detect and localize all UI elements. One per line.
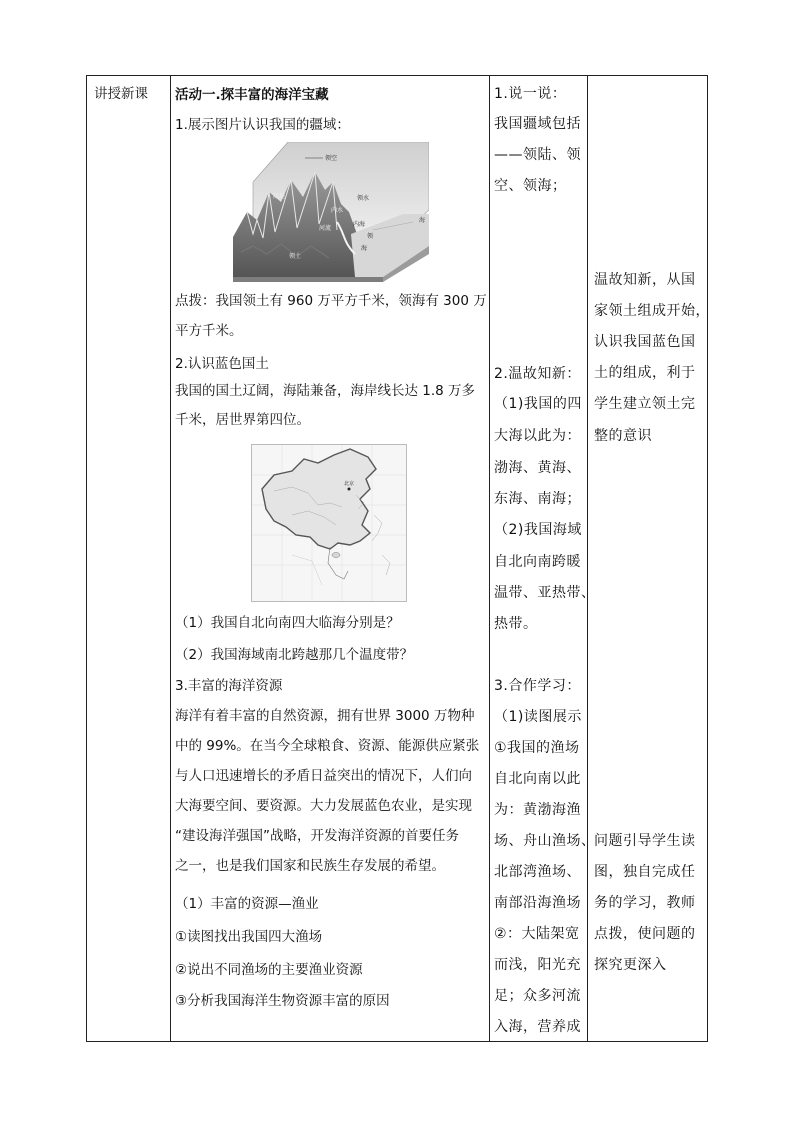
territory-diagram-svg (233, 142, 429, 282)
section-label: 讲授新课 (94, 86, 148, 102)
label-territorial-sea-2: 海 (361, 245, 368, 252)
label-river: 河流 (319, 225, 332, 232)
label-land: 陆地 (273, 193, 286, 200)
text-line: 温故知新，从国 (594, 272, 696, 288)
text-line: （1)读图展示 (494, 709, 582, 725)
text-line: 自北向南以此 (494, 771, 581, 787)
text-line: 3.合作学习： (494, 678, 581, 694)
text-line: ②：大陆架宽 (494, 926, 580, 942)
text-line: 点拨，使问题的 (594, 926, 696, 942)
tip-line: 平方千米。 (175, 323, 243, 339)
label-inland-water: 内水 (331, 207, 344, 214)
teaching-content-cell (171, 76, 489, 1041)
design-intent-cell (588, 76, 710, 1041)
label-territorial-sea-1: 领 (367, 233, 374, 240)
sub-heading: （1）丰富的资源—渔业 (175, 896, 319, 912)
text-line: 我国疆域包括 (494, 116, 581, 132)
label-territory: 领土 (289, 253, 302, 260)
text-line: 南部沿海渔场 (494, 895, 581, 911)
student-activity-cell (490, 76, 596, 1041)
territory-diagram (233, 142, 429, 282)
text-line: 而浅，阳光充 (494, 957, 581, 973)
label-inner-sea: 内海 (353, 221, 366, 228)
map-label-capital: 北京 (344, 481, 355, 487)
tip-line: 点拨：我国领土有 960 万平方千米，领海有 300 万 (175, 293, 487, 309)
text-line: 大海以此为： (494, 428, 581, 444)
question-line: （2）我国海域南北跨越那几个温度带？ (175, 647, 414, 663)
text-line: （2)我国海域 (494, 522, 582, 538)
text-line: 东海、南海； (494, 491, 581, 507)
text-line: （1)我国的四 (494, 396, 582, 412)
paragraph-line: “建设海洋强国”战略，开发海洋资源的首要任务 (175, 828, 459, 844)
text-line: 入海，营养成 (494, 1019, 581, 1035)
text-line: 为：黄渤海渔 (494, 802, 581, 818)
text-line: 北部湾渔场、 (494, 864, 581, 880)
paragraph-line: 海洋有着丰富的自然资源，拥有世界 3000 万物种 (175, 708, 475, 724)
text-line: 场、舟山渔场、 (494, 833, 596, 849)
text-line: ——领陆、领 (494, 147, 581, 163)
paragraph-line: 中的 99%。在当今全球粮食、资源、能源供应紧张 (175, 738, 480, 754)
text-line: 认识我国蓝色国 (594, 334, 696, 350)
text-line: 探究更深入 (594, 957, 667, 973)
task-item: ①读图找出我国四大渔场 (175, 929, 323, 945)
paragraph-line: 大海要空间、要资源。大力发展蓝色农业，是实现 (175, 798, 472, 814)
text-line: 务的学习，教师 (594, 895, 696, 911)
task-item: ③分析我国海洋生物资源丰富的原因 (175, 993, 390, 1009)
label-airspace: 领空 (325, 155, 338, 162)
text-line: 自北向南跨暖 (494, 554, 581, 570)
section-heading: 2.认识蓝色国土 (175, 356, 269, 372)
text-line: 图，独自完成任 (594, 864, 696, 880)
paragraph-line: 之一，也是我们国家和民族生存发展的希望。 (175, 858, 445, 874)
text-line: ①我国的渔场 (494, 740, 580, 756)
paragraph-line: 我国的国土辽阔，海陆兼备，海岸线长达 1.8 万多 (175, 383, 476, 399)
text-line: 温带、亚热带、 (494, 585, 596, 601)
label-sea: 海 (419, 217, 426, 224)
text-line: 空、领海； (494, 178, 567, 194)
activity-title: 活动一.探丰富的海洋宝藏 (175, 87, 329, 103)
text-line: 学生建立领土完 (594, 396, 696, 412)
paragraph-line: 与人口迅速增长的矛盾日益突出的情况下，人们向 (175, 768, 472, 784)
text-line: 整的意识 (594, 428, 652, 444)
task-item: ②说出不同渔场的主要渔业资源 (175, 962, 363, 978)
text-line: 渤海、黄海、 (494, 460, 581, 476)
text-line: 家领土组成开始， (594, 303, 710, 319)
china-map-svg (252, 445, 406, 601)
lesson-table (86, 75, 708, 1042)
stage-cell (87, 76, 170, 1041)
section-heading: 3.丰富的海洋资源 (175, 678, 283, 694)
paragraph-line: 千米，居世界第四位。 (175, 412, 310, 428)
text-line: 问题引导学生读 (594, 833, 696, 849)
text-line: 土的组成，利于 (594, 365, 696, 381)
question-line: （1）我国自北向南四大临海分别是？ (175, 615, 400, 631)
text-line: 2.温故知新： (494, 366, 581, 382)
text-line: 热带。 (494, 616, 538, 632)
text-line: 1.说一说： (494, 86, 567, 102)
section-heading: 1.展示图片认识我国的疆域： (175, 117, 350, 133)
text-line: 足；众多河流 (494, 988, 581, 1004)
china-map (251, 444, 407, 602)
label-territorial-water: 领水 (357, 195, 370, 202)
